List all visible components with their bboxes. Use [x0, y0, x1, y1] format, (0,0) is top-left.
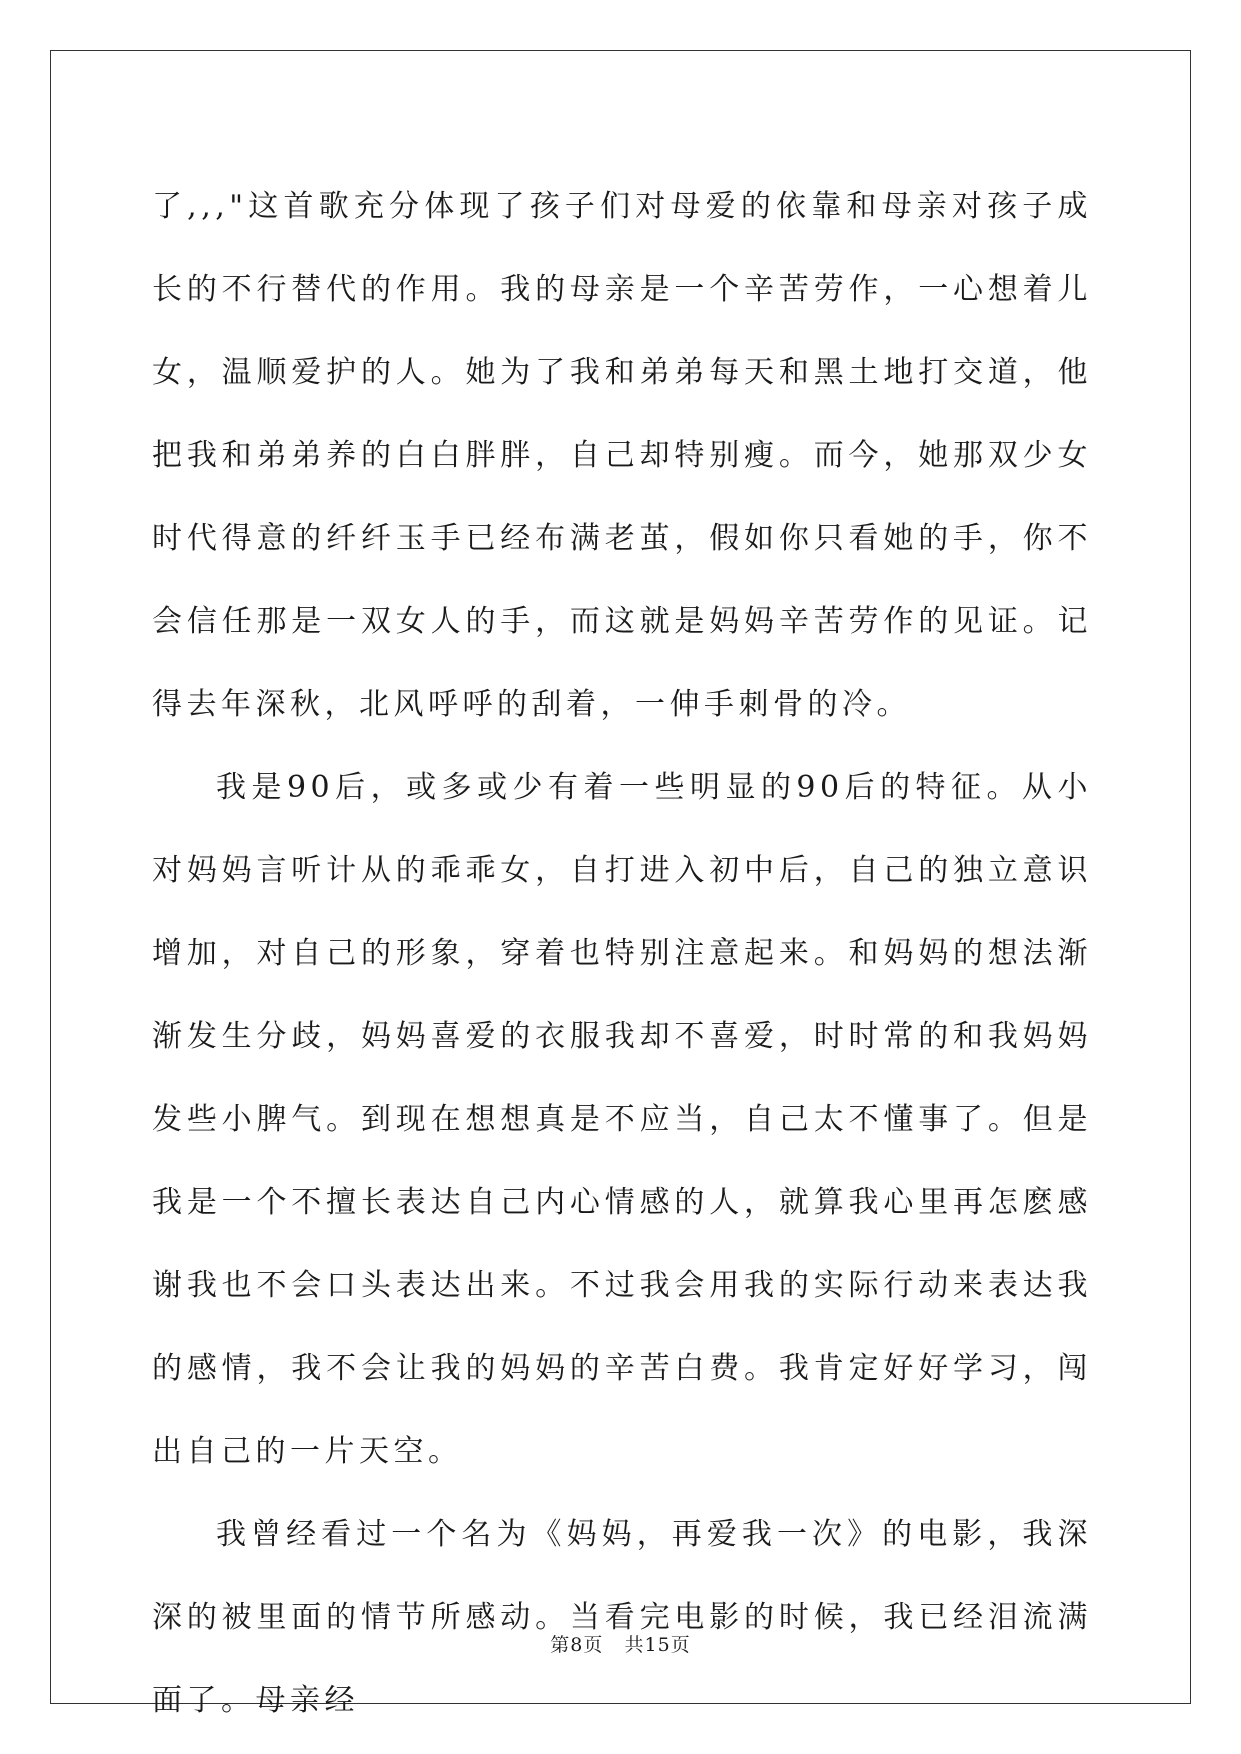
page-total: 共15页	[624, 1634, 691, 1656]
paragraph-2: 我是90后，或多或少有着一些明显的90后的特征。从小对妈妈言听计从的乖乖女，自打进入初中后，自己的独立意识增加，对自己的形象，穿着也特别注意起来。和妈妈的想法渐渐发生分歧，妈妈喜爱的衣服我却不喜爱，时时常的和我妈妈发些小脾气。到现在想想真是不应当，自己太不懂事了。但是我是一个不擅长表达自己内心情感的人，就算我心里再怎麽感谢我也不会口头表达出来。不过我会用我的实际行动来表达我的感情，我不会让我的妈妈的辛苦白费。我肯定好好学习，闯出自己的一片天空。	[152, 770, 1092, 1469]
page-number: 第8页	[550, 1634, 604, 1656]
document-body	[152, 165, 1092, 1742]
page-footer	[0, 1630, 1241, 1657]
paragraph-3: 我曾经看过一个名为《妈妈，再爱我一次》的电影，我深深的被里面的情节所感动。当看完电影的时候，我已经泪流满面了。母亲经	[152, 1517, 1092, 1718]
paragraph-1: 了,,,"这首歌充分体现了孩子们对母爱的依靠和母亲对孩子成长的不行替代的作用。我的母亲是一个辛苦劳作，一心想着儿女，温顺爱护的人。她为了我和弟弟每天和黑土地打交道，他把我和弟弟养的白白胖胖，自己却特别瘦。而今，她那双少女时代得意的纤纤玉手已经布满老茧，假如你只看她的手，你不会信任那是一双女人的手，而这就是妈妈辛苦劳作的见证。记得去年深秋，北风呼呼的刮着，一伸手刺骨的冷。	[152, 189, 1092, 722]
